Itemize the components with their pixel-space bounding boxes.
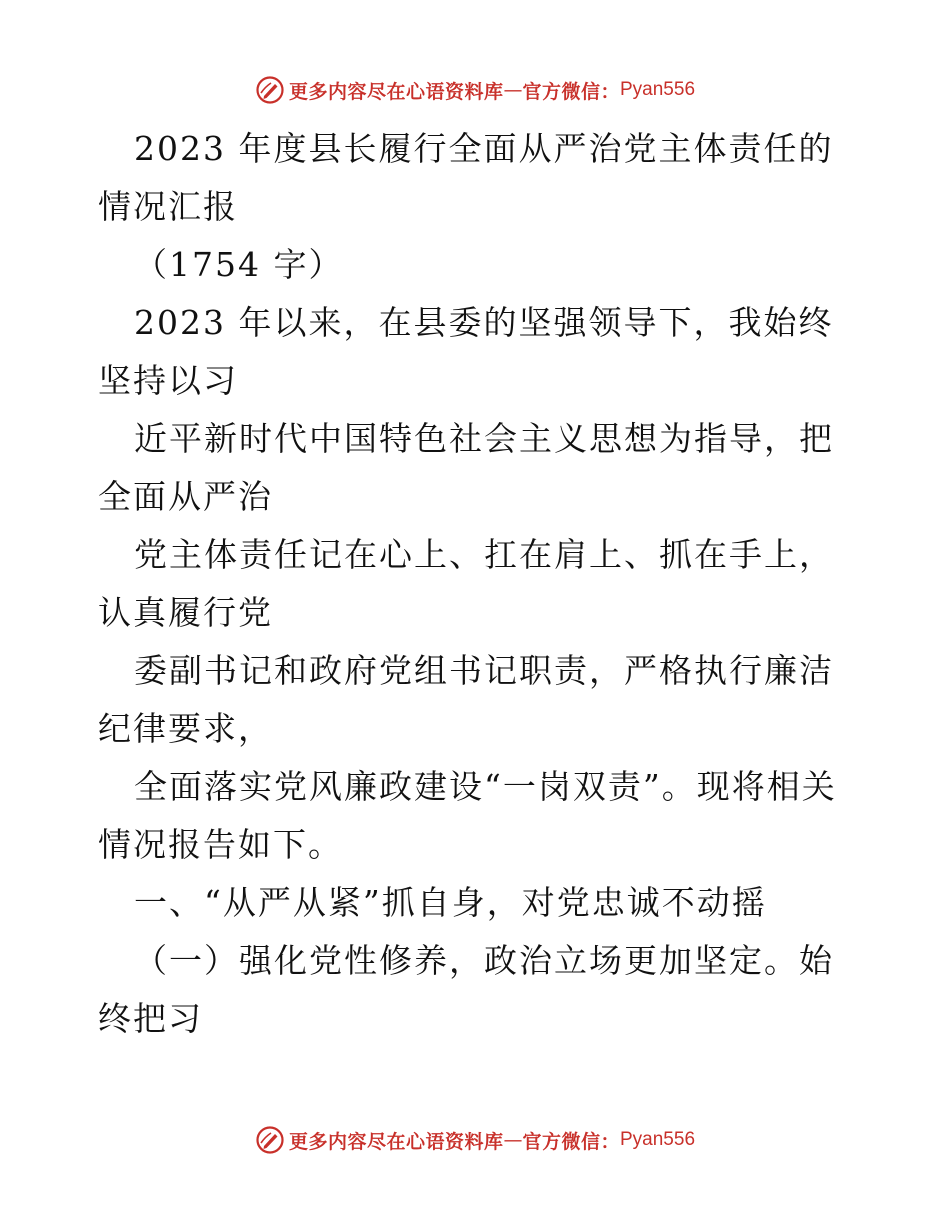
word-count: （1754 字） (134, 245, 344, 284)
pen-seal-logo-icon (255, 75, 285, 105)
body-paragraph: 全面落实党风廉政建设“一岗双责”。现将相关情况报告如下。 (98, 767, 837, 864)
watermark-wechat-id: Pyan556 (620, 79, 696, 100)
body-paragraph: 2023 年以来，在县委的坚强领导下，我始终坚持以习 (98, 303, 834, 400)
header-watermark (0, 73, 950, 107)
document-title: 2023 年度县长履行全面从严治党主体责任的情况汇报 (98, 129, 834, 226)
watermark-separator: — (503, 1129, 523, 1151)
watermark-wechat-id: Pyan556 (620, 1129, 696, 1150)
watermark-brand-text: 更多内容尽在心语资料库 (288, 1130, 504, 1153)
section-heading: 一、“从严从紧”抓自身，对党忠诚不动摇 (134, 883, 767, 922)
subsection-paragraph: （一）强化党性修养，政治立场更加坚定。始终把习 (98, 941, 834, 1038)
watermark-wechat-label: 官方微信： (522, 80, 620, 103)
watermark-separator: — (503, 79, 523, 101)
body-paragraph: 近平新时代中国特色社会主义思想为指导，把全面从严治 (98, 419, 834, 516)
watermark-wechat-label: 官方微信： (522, 1130, 620, 1153)
watermark-brand-text: 更多内容尽在心语资料库 (288, 80, 504, 103)
pen-seal-logo-icon (255, 1125, 285, 1155)
footer-watermark (0, 1123, 950, 1157)
body-paragraph: 委副书记和政府党组书记职责，严格执行廉洁纪律要求， (98, 651, 834, 748)
body-paragraph: 党主体责任记在心上、扛在肩上、抓在手上，认真履行党 (98, 535, 834, 632)
document-body (98, 120, 858, 1048)
